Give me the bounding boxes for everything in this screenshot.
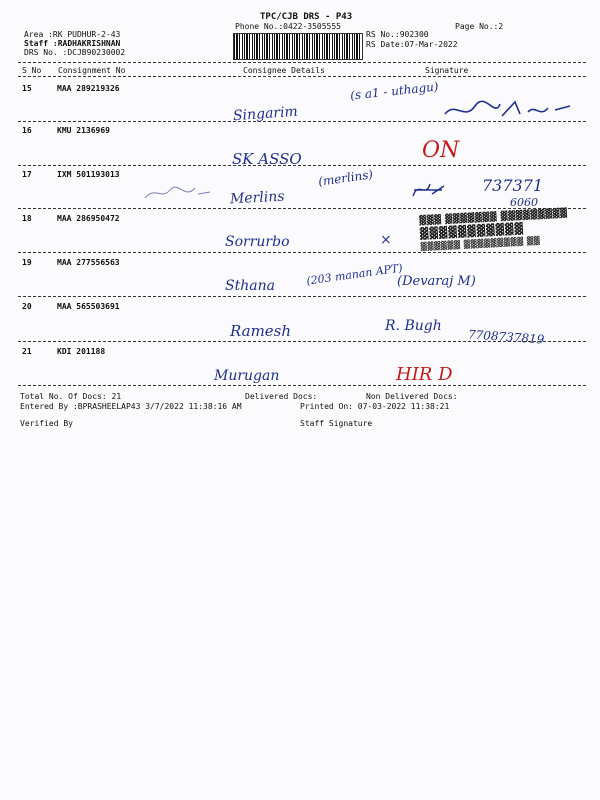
- col-consignment: Consignment No: [58, 66, 126, 75]
- handwritten-name: SK ASSO: [232, 150, 302, 168]
- divider: [18, 62, 586, 63]
- row-sno: 15: [22, 84, 32, 93]
- handwritten-name: Murugan: [214, 368, 280, 384]
- rs-number: RS No.:902300: [366, 30, 429, 39]
- handwritten-note: (s a1 - uthagu): [349, 79, 440, 103]
- row-sno: 19: [22, 258, 32, 267]
- row-sno: 17: [22, 170, 32, 179]
- page-number: Page No.:2: [455, 22, 504, 31]
- divider: [18, 76, 586, 77]
- scribble: [140, 180, 220, 206]
- handwritten-phone: 7708737819: [467, 327, 545, 347]
- handwritten-mark: ×: [380, 232, 392, 248]
- handwritten-name: Sorrurbo: [225, 234, 290, 250]
- row-sno: 21: [22, 347, 32, 356]
- handwritten-note: (203 manan APT): [305, 261, 404, 288]
- rs-date: RS Date:07-Mar-2022: [366, 40, 458, 49]
- handwritten-note: (Devaraj M): [397, 274, 476, 289]
- staff-signature: Staff Signature: [300, 419, 373, 428]
- row-sno: 20: [22, 302, 32, 311]
- col-sno: S No: [22, 66, 42, 75]
- total-docs: Total No. Of Docs: 21: [20, 392, 122, 401]
- handwritten-name: Singarim: [232, 103, 299, 125]
- row-sno: 18: [22, 214, 32, 223]
- handwritten-signature: R. Bugh: [385, 318, 442, 334]
- handwritten-mark: ON: [422, 138, 460, 163]
- row-consignment: MAA 286950472: [57, 214, 120, 223]
- row-consignment: IXM 501193013: [57, 170, 120, 179]
- row-consignment: KMU 2136969: [57, 126, 110, 135]
- company-stamp: ▓▓▓ ▓▓▓▓▓▓▓ ▓▓▓▓▓▓▓▓▓ ▓▓▓▓▓▓▓▓▓▓▓ ▓▓▓▓▓▓ ▓▓▓▓▓▓▓▓▓ ▓▓: [419, 208, 568, 252]
- phone-number: Phone No.:0422-3505555: [235, 22, 341, 31]
- col-consignee: Consignee Details: [243, 66, 325, 75]
- row-divider: [18, 165, 586, 166]
- area-label: Area :RK PUDHUR-2-43: [24, 30, 121, 39]
- row-divider: [18, 208, 586, 209]
- non-delivered-docs: Non Delivered Docs:: [366, 392, 458, 401]
- printed-on: Printed On: 07-03-2022 11:38:21: [300, 402, 450, 411]
- col-signature: Signature: [425, 66, 469, 75]
- handwritten-name: Ramesh: [230, 322, 292, 340]
- staff-label: Staff :RADHAKRISHNAN: [24, 39, 121, 48]
- handwritten-name: Merlins: [229, 188, 285, 208]
- document-title: TPC/CJB DRS - P43: [260, 12, 353, 22]
- barcode: [233, 33, 363, 60]
- handwritten-mark: HIR D: [396, 364, 453, 385]
- row-divider: [18, 296, 586, 297]
- signature-scribble: [440, 96, 580, 126]
- verified-by: Verified By: [20, 419, 73, 428]
- handwritten-note: (merlins): [317, 167, 374, 189]
- row-consignment: KDI 201188: [57, 347, 106, 356]
- signature-scribble: [408, 176, 448, 202]
- handwritten-name: Sthana: [225, 278, 275, 294]
- handwritten-number: 6060: [510, 196, 538, 209]
- row-sno: 16: [22, 126, 32, 135]
- delivered-docs: Delivered Docs:: [245, 392, 318, 401]
- row-consignment: MAA 289219326: [57, 84, 120, 93]
- entered-by: Entered By :BPRASHEELAP43 3/7/2022 11:38:16 AM: [20, 402, 242, 411]
- handwritten-number: 737371: [482, 176, 544, 195]
- drs-number: DRS No. :DCJB90230002: [24, 48, 126, 57]
- row-consignment: MAA 565503691: [57, 302, 120, 311]
- row-consignment: MAA 277556563: [57, 258, 120, 267]
- row-divider: [18, 385, 586, 386]
